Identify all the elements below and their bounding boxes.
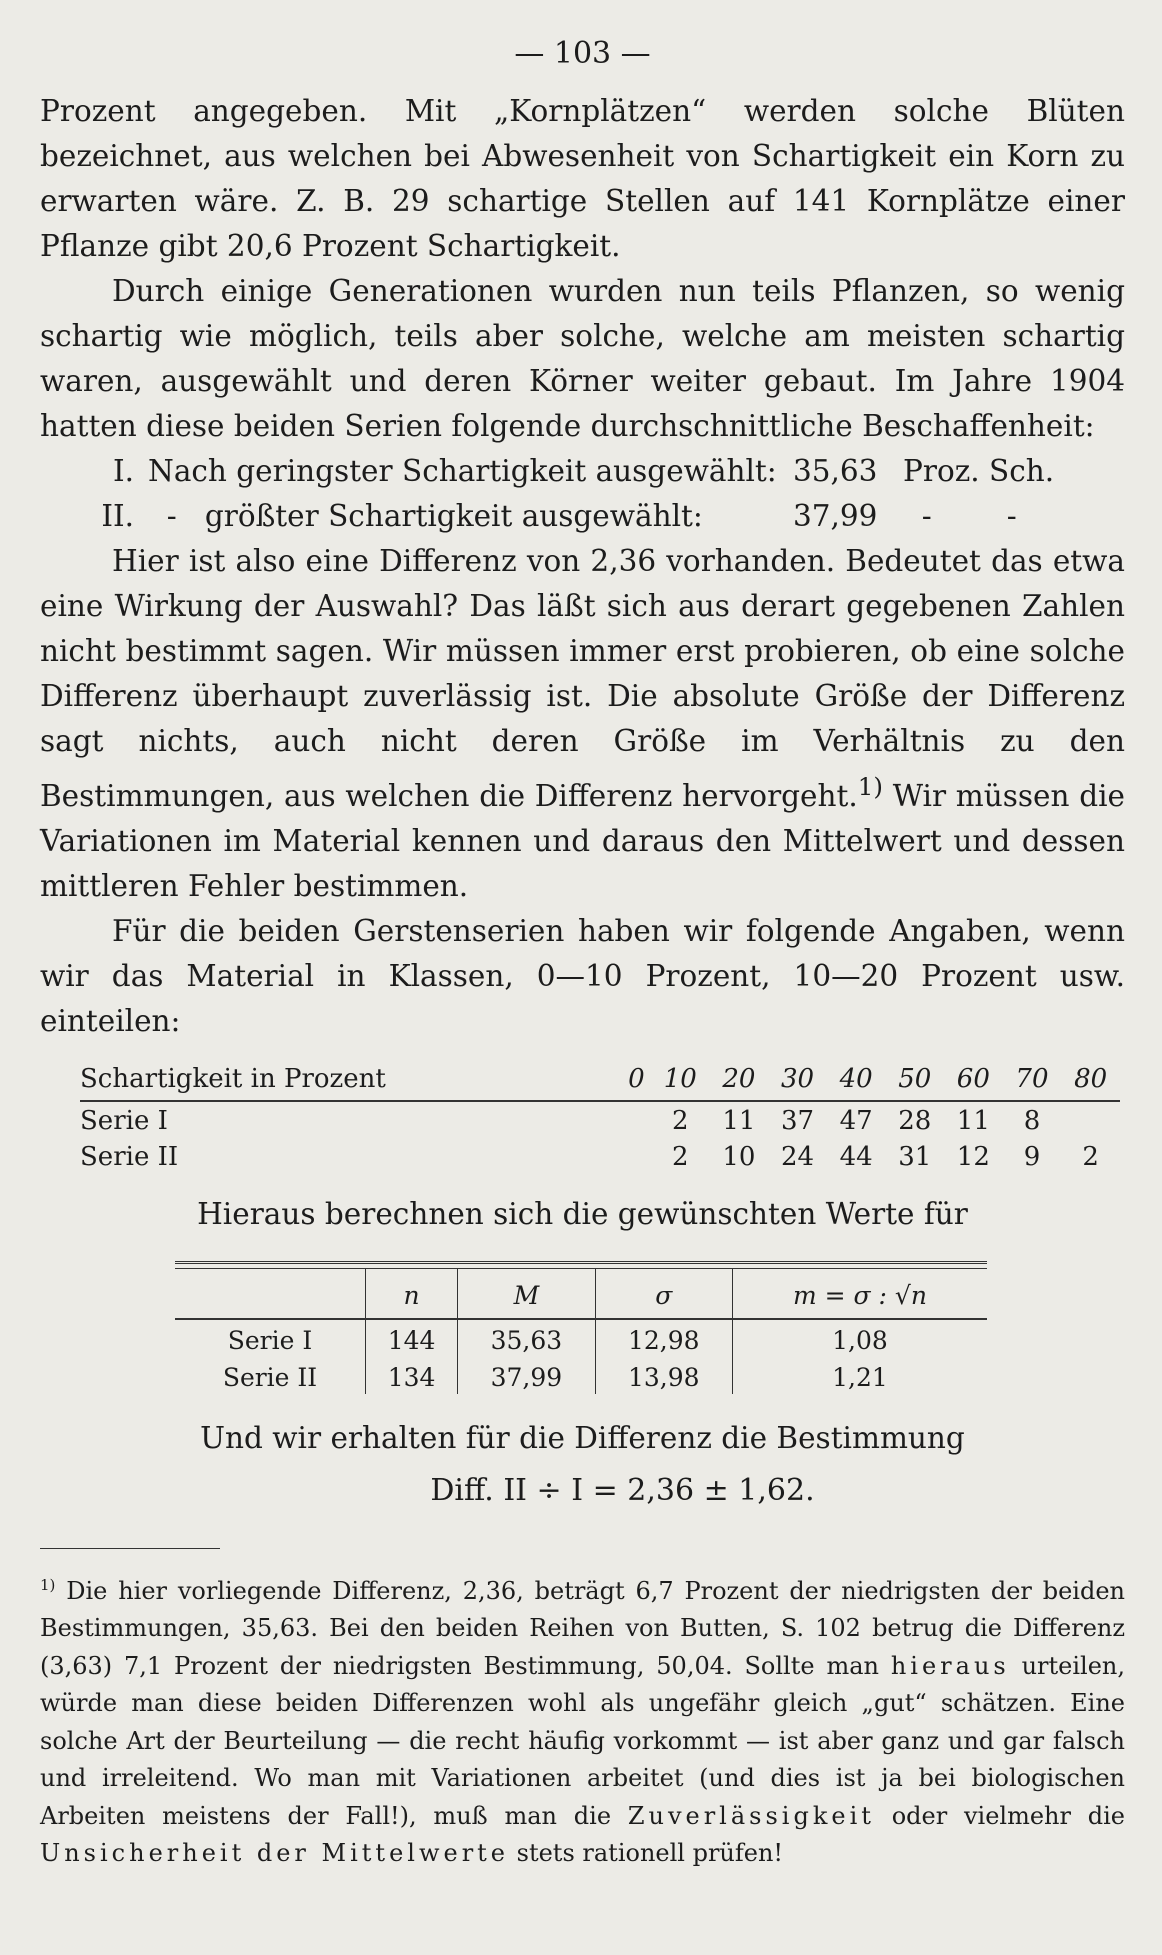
table-cell: 9 [1023, 1141, 1041, 1172]
list-item-unit: Proz. Sch. [903, 454, 1055, 488]
list-item-number: II. [101, 499, 134, 533]
table-cell: 10 [722, 1141, 756, 1172]
table-cell: 8 [1023, 1105, 1041, 1136]
table-cell: 24 [780, 1141, 815, 1172]
footnote-text: stets rationell prüfen! [509, 1839, 784, 1868]
table-cell: 44 [839, 1141, 873, 1172]
table-cell: 134 [366, 1357, 458, 1394]
paragraph-2: Durch einige Generationen wurden nun teils Pflanzen, so wenig schartig wie möglich, teils aber solche, welche am meisten schartig waren, ausgewählt und deren Körner weiter gebaut. Im Jahre 1904 hatten diese beiden Serien folgende durchschnittliche Beschaffenheit: [40, 274, 1125, 443]
footnote-divider [40, 1548, 220, 1549]
paragraph-3-continuation: Wir müssen die Variationen im Material kennen und daraus den Mittelwert und dessen mittleren Fehler bestimmen. [40, 778, 1125, 903]
footnote-emphasis: Unsicherheit der Mittelwerte [40, 1839, 510, 1868]
table-cell: 47 [839, 1105, 873, 1136]
footnote-reference: 1) [857, 772, 883, 801]
paragraph-3-text: Hier ist also eine Differenz von 2,36 vorhanden. Bedeutet das etwa eine Wirkung der Auswahl? Das läßt sich aus derart gegebenen Zahlen nicht bestimmt sagen. Wir müssen immer erst probieren, ob eine solche Differenz überhaupt zuverlässig ist. Die absolute Größe der Differenz sagt nichts, auch nicht deren Größe im Verhältnis zu den Bestimmungen, aus welchen die Differenz hervorgeht. [40, 544, 1125, 813]
table-cell: 1,08 [732, 1319, 987, 1357]
footnote-text: oder vielmehr die [874, 1801, 1126, 1830]
statistics-table-header [175, 1269, 987, 1319]
table-column-header: 0 [622, 1064, 651, 1101]
table-cell: 2 [672, 1105, 689, 1136]
table2-intro: Hieraus berechnen sich die gewünschten Werte für [197, 1196, 968, 1231]
table-column-header: 70 [1003, 1064, 1062, 1101]
table-cell: 12,98 [595, 1319, 732, 1357]
list-item-value: 35,63 [793, 454, 878, 488]
list-item-text: - größter Schartigkeit ausgewählt: [148, 499, 703, 533]
footnote-emphasis: hieraus [890, 1651, 1010, 1680]
table-cell: 1,21 [732, 1357, 987, 1394]
list-item-2 [40, 494, 1125, 539]
difference-formula: Diff. II ÷ I = 2,36 ± 1,62. [430, 1472, 815, 1508]
list-item-1 [40, 449, 1125, 494]
table-column-header: σ [595, 1269, 732, 1319]
list-item-number: I. [112, 454, 134, 488]
footnote-emphasis: Zuverlässigkeit [627, 1801, 875, 1830]
conclusion-intro: Und wir erhalten für die Differenz die Bestimmung [200, 1420, 965, 1455]
paragraph-4: Für die beiden Gerstenserien haben wir folgende Angaben, wenn wir das Material in Klassen, 0—10 Prozent, 10—20 Prozent usw. einteilen: [40, 913, 1125, 1038]
table-row [175, 1357, 987, 1394]
table-cell: 35,63 [458, 1319, 595, 1357]
table-column-header: n [366, 1269, 458, 1319]
table-column-header: 50 [885, 1064, 944, 1101]
table-header-empty [175, 1269, 366, 1319]
distribution-table [80, 1064, 1120, 1174]
table-column-header: 40 [827, 1064, 886, 1101]
table-cell: 2 [1082, 1141, 1099, 1172]
footnote-text: Die hier vorliegende Differenz, 2,36, beträgt 6,7 Prozent der niedrigsten der beiden Bestimmungen, 35,63. Bei den beiden Reihen von Butten, S. 102 betrug die Differenz (3,63) 7,1 Prozent der niedrigsten Bestimmung, 50,04. Sollte man [40, 1576, 1125, 1680]
table-row-label: Serie II [222, 1362, 318, 1392]
footnote [40, 1567, 1125, 1873]
table-column-header: 30 [768, 1064, 827, 1101]
footnote-marker: 1) [40, 1575, 56, 1594]
table-row-label: Serie I [227, 1325, 313, 1355]
table-column-header: M [458, 1269, 595, 1319]
table-column-header: 20 [710, 1064, 769, 1101]
table-cell: 12 [956, 1141, 990, 1172]
list-item-value: 37,99 [793, 499, 878, 533]
list-item-text: Nach geringster Schartigkeit ausgewählt: [148, 454, 777, 488]
table-cell: 37,99 [458, 1357, 595, 1394]
table-column-header: 60 [944, 1064, 1003, 1101]
table-cell [1061, 1101, 1120, 1138]
table-column-header: 80 [1061, 1064, 1120, 1101]
table-row-label: Serie I [80, 1105, 168, 1136]
table-cell: 2 [672, 1141, 689, 1172]
distribution-table-header [80, 1064, 1120, 1101]
document-page [40, 30, 1125, 1873]
paragraph-1: Prozent angegeben. Mit „Kornplätzen“ werden solche Blüten bezeichnet, aus welchen bei Abwesenheit von Schartigkeit ein Korn zu erwarten wäre. Z. B. 29 schartige Stellen auf 141 Kornplätze einer Pflanze gibt 20,6 Prozent Schartigkeit. [40, 94, 1125, 263]
table-cell: 28 [898, 1105, 932, 1136]
statistics-table [175, 1269, 987, 1394]
table-row [175, 1319, 987, 1357]
table-top-rule [175, 1261, 987, 1269]
list-item-unit: - - [903, 499, 1017, 533]
page-number: — 103 — [514, 36, 651, 71]
table-column-header: 10 [651, 1064, 710, 1101]
table-row [80, 1138, 1120, 1174]
table-cell: 31 [898, 1141, 932, 1172]
table-cell: 144 [366, 1319, 458, 1357]
statistics-table-wrapper [175, 1261, 987, 1394]
table-cell: 11 [956, 1105, 990, 1136]
table-header-label: Schartigkeit in Prozent [80, 1064, 622, 1101]
table-row [80, 1101, 1120, 1138]
table-cell: 37 [780, 1105, 815, 1136]
footnote-text: urteilen, würde man diese beiden Differenzen wohl als ungefähr gleich „gut“ schätzen. Eine solche Art der Beurteilung — die recht häufig vorkommt — ist aber ganz und gar falsch und irreleitend. Wo man mit Variationen arbeitet (und dies ist ja bei biologischen Arbeiten meistens der Fall!), muß man die [40, 1651, 1125, 1830]
paragraph-3 [40, 539, 1125, 909]
table-column-header: m = σ : √n [732, 1269, 987, 1319]
table-row-label: Serie II [80, 1141, 179, 1172]
table-cell: 11 [722, 1105, 756, 1136]
table-cell: 13,98 [595, 1357, 732, 1394]
